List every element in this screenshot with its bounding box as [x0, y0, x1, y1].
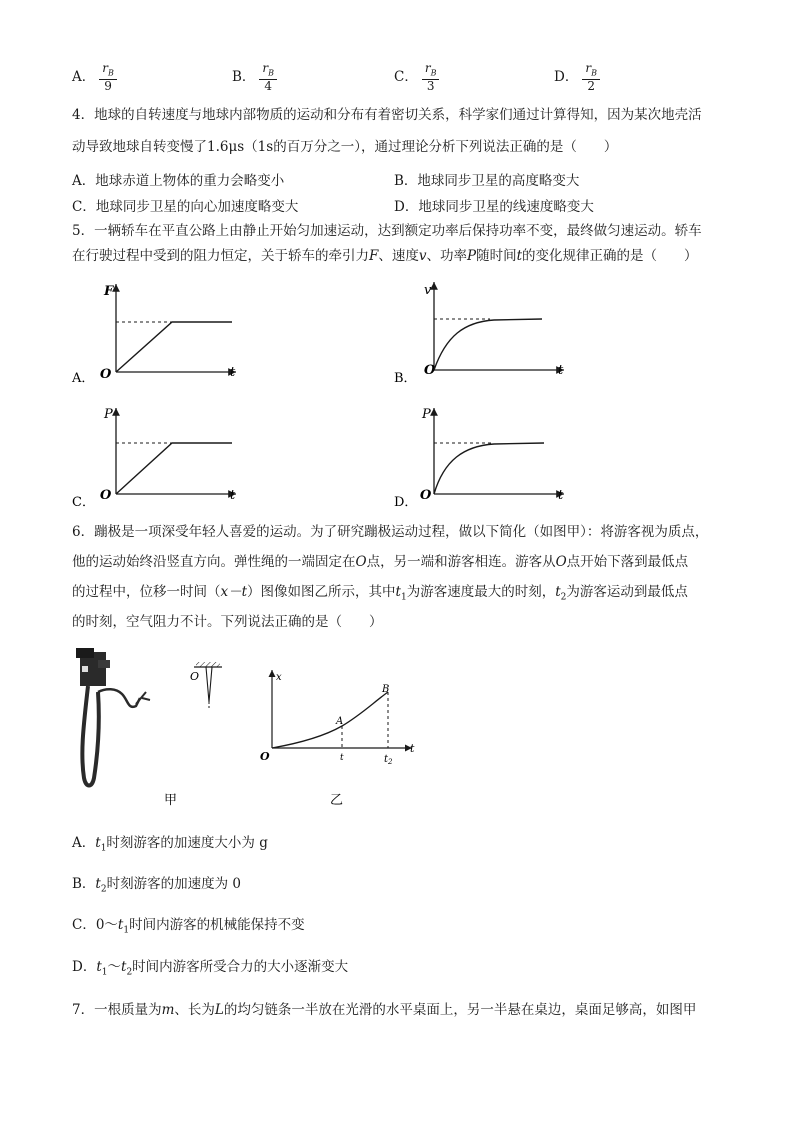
pivot-o-label: O — [190, 670, 200, 683]
q6-option-c — [72, 915, 305, 941]
denominator: 3 — [426, 79, 435, 94]
xt-graph — [260, 670, 415, 766]
subscript: 1 — [123, 925, 130, 936]
q6-stem-line2 — [72, 552, 734, 572]
q3-option-c — [394, 62, 439, 93]
denominator: 2 — [587, 79, 595, 94]
q4-option-a: A．地球赤道上物体的重力会略变小 — [72, 173, 285, 189]
q6-option-d — [72, 957, 348, 983]
symbol-t: t — [95, 876, 101, 892]
subscript: B — [430, 68, 437, 78]
option-label: A． — [72, 69, 96, 86]
q6-stem-line1: 6．蹦极是一项深受年轻人喜爱的运动。为了研究蹦极运动过程，做以下简化（如图甲）：将游客视为质点， — [72, 524, 709, 540]
pivot-diagram — [190, 662, 222, 710]
subscript: 2 — [100, 884, 107, 895]
symbol-t: t — [516, 248, 523, 264]
text: 点开始下落到最低点 — [566, 554, 689, 570]
symbol-t1: t — [395, 584, 401, 600]
cord-line — [206, 667, 212, 702]
caption-jia: 甲 — [164, 793, 178, 808]
q6-option-b — [72, 874, 241, 900]
symbol-t: t — [121, 959, 127, 975]
x-axis-label: t — [230, 488, 236, 503]
text: 时刻游客的加速度大小为 g — [106, 835, 268, 851]
numerator: r — [102, 61, 108, 75]
symbol-t: t — [117, 917, 124, 933]
text: 的均匀链条一半放在光滑的水平桌面上，另一半悬在桌边，桌面足够高，如图甲 — [223, 1002, 697, 1018]
symbol-P: P — [467, 248, 477, 264]
q5-stem-line2 — [72, 246, 734, 266]
q4-option-c: C．地球同步卫星的向心加速度略变大 — [72, 199, 299, 215]
text: ～ — [107, 959, 121, 975]
q6-stem-line4: 的时刻，空气阻力不计。下列说法正确的是（ ） — [72, 614, 383, 630]
text: 为游客运动到最低点 — [566, 584, 688, 600]
t2-tick: $t_2$ — [384, 754, 393, 766]
t1-tick: t — [340, 753, 344, 763]
q4-stem-line2: 动导致地球自转变慢了1.6μs（1s的百万分之一），通过理论分析下列说法正确的是（ ） — [72, 139, 618, 155]
subscript: 1 — [400, 592, 407, 603]
symbol-t2: t — [555, 584, 561, 600]
option-label: C． — [394, 69, 418, 86]
symbol-O: O — [555, 554, 567, 570]
graph-a-label: A． — [72, 371, 95, 386]
denominator: 4 — [264, 79, 273, 94]
x-axis-label: t — [558, 363, 564, 378]
q3-option-b — [232, 62, 277, 93]
origin-label: O — [424, 363, 436, 378]
numerator: r — [424, 61, 431, 75]
option-label: B． — [232, 69, 256, 86]
t-label: t — [410, 742, 415, 755]
fraction — [422, 62, 440, 93]
text: 他的运动始终沿竖直方向。弹性绳的一端固定在 — [72, 554, 356, 570]
q6-stem-line3 — [72, 582, 734, 608]
subscript: 2 — [560, 592, 567, 603]
q7-stem-line1 — [72, 1000, 734, 1020]
text: 7．一根质量为 — [72, 1002, 162, 1018]
symbol-L: L — [214, 1002, 224, 1018]
graph-b-label: B． — [394, 371, 417, 386]
text: ）图像如图乙所示，其中 — [247, 584, 396, 600]
q5-stem-line1: 5．一辆轿车在平直公路上由静止开始匀加速运动，达到额定功率后保持功率不变，最终做匀速运动。轿车 — [72, 223, 702, 239]
origin-label: O — [260, 750, 270, 763]
denominator: 9 — [104, 79, 112, 94]
graph-b — [394, 282, 564, 386]
fraction — [582, 62, 600, 93]
option-label: B． — [72, 876, 96, 892]
subscript: B — [591, 68, 597, 78]
q6-option-a — [72, 833, 268, 859]
origin-label: O — [100, 367, 112, 382]
x-axis-label: t — [558, 488, 564, 503]
option-label: C．0～ — [72, 917, 118, 933]
bungee-cord — [82, 686, 98, 786]
symbol-m: m — [161, 1002, 175, 1018]
graph-d — [394, 407, 564, 510]
bungee-photo — [76, 648, 150, 786]
text: 时间内游客所受合力的大小逐渐变大 — [132, 959, 349, 975]
fraction — [259, 62, 277, 93]
numerator: r — [262, 61, 269, 75]
y-axis-label: F — [104, 284, 114, 299]
q4-stem-line1: 4．地球的自转速度与地球内部物质的运动和分布有着密切关系，科学家们通过计算得知，因为某次地壳活 — [72, 107, 702, 123]
x-axis-label: t — [230, 365, 236, 380]
graph-c — [72, 407, 236, 510]
y-axis-label: P — [422, 407, 431, 422]
text: 的过程中，位移一时间（ — [72, 584, 221, 600]
text: 、长为 — [174, 1002, 215, 1018]
text: 时刻游客的加速度为 0 — [106, 876, 241, 892]
origin-label: O — [100, 488, 112, 503]
graph-a — [71, 284, 236, 386]
text: 为游客速度最大的时刻， — [406, 584, 556, 600]
y-axis-label: v — [424, 283, 432, 298]
symbol-v: v — [418, 248, 427, 264]
option-label: A． — [72, 835, 96, 851]
symbol-t: t — [95, 835, 101, 851]
text: 随时间 — [476, 248, 517, 264]
symbol-F: F — [369, 248, 379, 264]
text: 、功率 — [426, 248, 468, 264]
q6-figure — [66, 642, 446, 812]
option-label: D． — [554, 69, 579, 86]
curve — [434, 319, 542, 370]
text: 的变化规律正确的是（ ） — [522, 248, 698, 264]
subscript: B — [108, 68, 114, 78]
text: 时间内游客的机械能保持不变 — [129, 917, 305, 933]
text: 点，另一端和游客相连。游客从 — [366, 554, 556, 570]
q5-graphs — [60, 278, 740, 510]
numerator: r — [585, 61, 592, 75]
point-a: A — [336, 716, 344, 727]
q4-option-b: B．地球同步卫星的高度略变大 — [394, 173, 580, 189]
y-axis-label: P — [104, 407, 113, 422]
subscript: 1 — [101, 967, 108, 978]
subscript: 1 — [100, 843, 107, 854]
graph-c-label: C． — [72, 495, 95, 510]
q4-option-d: D．地球同步卫星的线速度略变大 — [394, 199, 594, 215]
symbol-O: O — [355, 554, 367, 570]
text: 、速度 — [378, 248, 419, 264]
graph-d-label: D． — [394, 495, 418, 510]
curve — [434, 443, 544, 494]
option-label: D． — [72, 959, 97, 975]
q3-option-d — [554, 62, 600, 93]
x-label: x — [276, 672, 282, 683]
symbol-t: t — [96, 959, 102, 975]
subscript: B — [268, 68, 275, 78]
fraction — [99, 62, 117, 93]
curve — [116, 322, 232, 372]
symbol-x-t: x－t — [220, 584, 248, 600]
caption-yi: 乙 — [330, 793, 344, 808]
curve — [116, 443, 232, 494]
text: 在行驶过程中受到的阻力恒定，关于轿车的牵引力 — [72, 248, 369, 264]
subscript: 2 — [126, 967, 133, 978]
q3-option-a — [72, 62, 117, 93]
xt-curve — [272, 692, 388, 748]
origin-label: O — [420, 488, 432, 503]
point-b: B — [382, 684, 390, 695]
